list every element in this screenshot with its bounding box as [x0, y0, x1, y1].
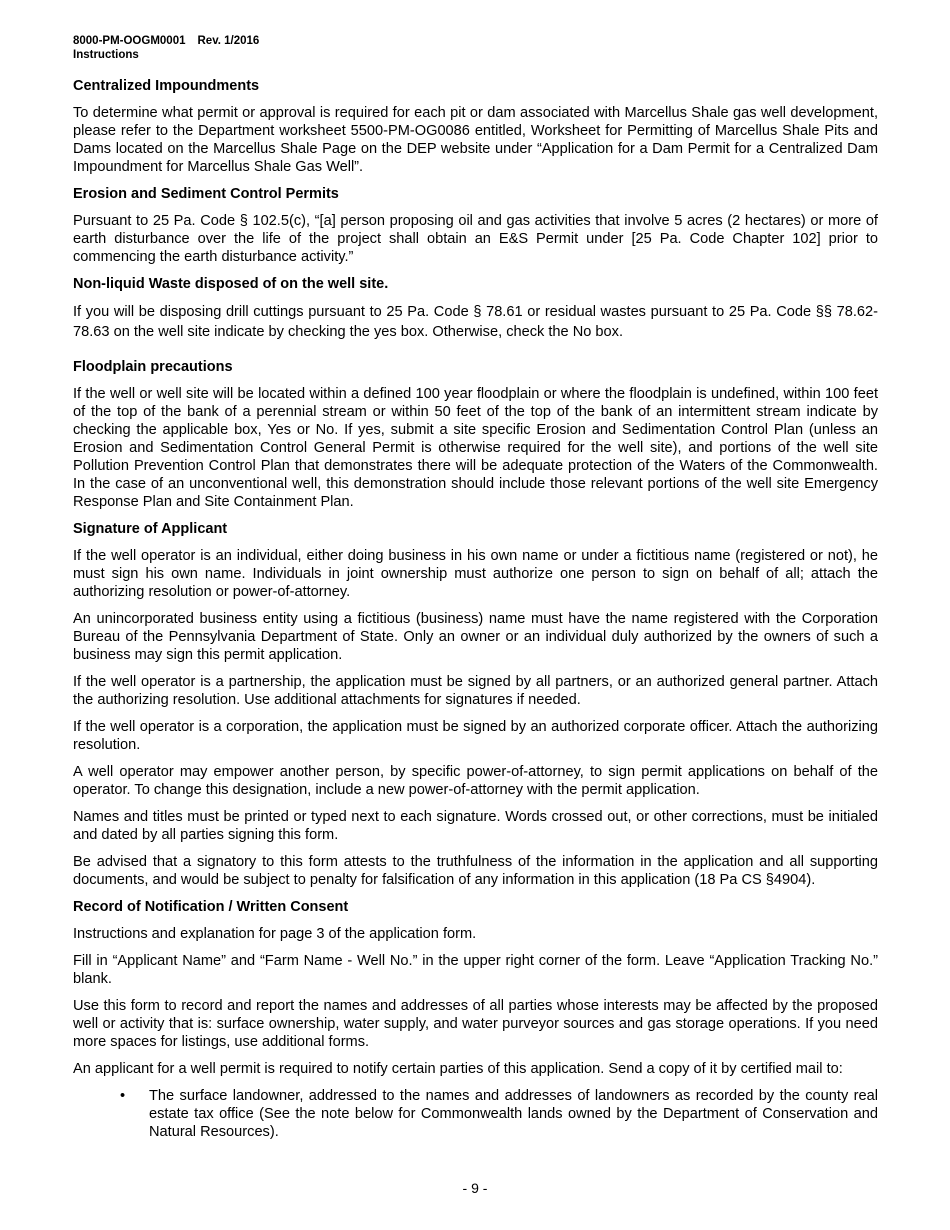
paragraph: If the well operator is an individual, either doing business in his own name or under a fictitious name (registered or not), he must sign his own name. Individuals in joint ownership must authorize one person to sign on behalf of all; attach the authorizing resolution or power-of-attorney. [73, 548, 878, 600]
paragraph: Pursuant to 25 Pa. Code § 102.5(c), “[a] person proposing oil and gas activities that involve 5 acres (2 hectares) or more of earth disturbance over the life of the project shall obtain an E&S Permit under [25 Pa. Code Chapter 102] prior to commencing the earth disturbance activity.” [73, 213, 878, 265]
form-number: 8000-PM-OOGM0001 [73, 35, 186, 47]
paragraph: If the well operator is a partnership, the application must be signed by all partners, or an authorized general partner. Attach the authorizing resolution. Use additional attachments for signatures if needed. [73, 674, 878, 708]
heading-floodplain: Floodplain precautions [73, 359, 233, 375]
paragraph: To determine what permit or approval is required for each pit or dam associated with Marcellus Shale gas well development, please refer to the Department worksheet 5500-PM-OG0086 entitled, Worksheet for Permitting of Marcellus Shale Pits and Dams located on the Marcellus Shale Page on the DEP website under “Application for a Dam Permit for a Centralized Dam Impoundment for Marcellus Shale Gas Well”. [73, 105, 878, 175]
paragraph: If the well or well site will be located within a defined 100 year floodplain or where the floodplain is undefined, within 100 feet of the top of the bank of a perennial stream or within 50 feet of the top of the bank of an intermittent stream indicate by checking the applicable box, Yes or No. If yes, submit a site specific Erosion and Sedimentation Control Plan (unless an Erosion and Sedimentation Control General Permit is otherwise required for the well site), and portions of the well site Pollution Prevention Control Plan that demonstrates there will be adequate protection of the Waters of the Commonwealth. In the case of an unconventional well, this demonstration should include those relevant portions of the well site Emergency Response Plan and Site Containment Plan. [73, 386, 878, 510]
list-item: • The surface landowner, addressed to the names and addresses of landowners as recorded by the county real estate tax office (See the note below for Commonwealth lands owned by the Department of Conservation and Natural Resources). [73, 1087, 878, 1141]
heading-signature-of-applicant: Signature of Applicant [73, 521, 228, 537]
header-subtitle: Instructions [73, 49, 139, 61]
page-number: - 9 - [462, 1180, 488, 1196]
paragraph: If you will be disposing drill cuttings pursuant to 25 Pa. Code § 78.61 or residual wastes pursuant to 25 Pa. Code §§ 78.62-78.63 on the well site indicate by checking the yes box. Otherwise, check the No box. [73, 304, 878, 340]
paragraph: An unincorporated business entity using a fictitious (business) name must have the name registered with the Corporation Bureau of the Pennsylvania Department of State. Only an owner or an individual duly authorized by the owners of such a business may sign this permit application. [73, 611, 878, 663]
paragraph: Be advised that a signatory to this form attests to the truthfulness of the information in the application and all supporting documents, and would be subject to penalty for falsification of any information in this application (18 Pa CS §4904). [73, 854, 878, 888]
paragraph: A well operator may empower another person, by specific power-of-attorney, to sign permit applications on behalf of the operator. To change this designation, include a new power-of-attorney with the permit application. [73, 764, 878, 798]
heading-non-liquid-waste: Non-liquid Waste disposed of on the well site. [73, 276, 389, 292]
paragraph: Fill in “Applicant Name” and “Farm Name - Well No.” in the upper right corner of the form. Leave “Application Tracking No.” blank. [73, 953, 878, 987]
paragraph: Instructions and explanation for page 3 of the application form. [73, 926, 477, 942]
document-header [73, 34, 878, 62]
heading-record-of-notification: Record of Notification / Written Consent [73, 899, 349, 915]
document-page [73, 34, 878, 1141]
heading-centralized-impoundments: Centralized Impoundments [73, 78, 260, 94]
notification-list [73, 1087, 878, 1141]
paragraph: An applicant for a well permit is required to notify certain parties of this application. Send a copy of it by certified mail to: [73, 1061, 843, 1077]
paragraph: Names and titles must be printed or typed next to each signature. Words crossed out, or other corrections, must be initialed and dated by all parties signing this form. [73, 809, 878, 843]
revision: Rev. 1/2016 [197, 35, 260, 47]
paragraph: Use this form to record and report the names and addresses of all parties whose interests may be affected by the proposed well or activity that is: surface ownership, water supply, and water purveyor sources and gas storage operations. If you need more spaces for listings, use additional forms. [73, 998, 878, 1050]
paragraph: If the well operator is a corporation, the application must be signed by an authorized corporate officer. Attach the authorizing resolution. [73, 719, 878, 753]
heading-erosion-sediment: Erosion and Sediment Control Permits [73, 186, 339, 202]
